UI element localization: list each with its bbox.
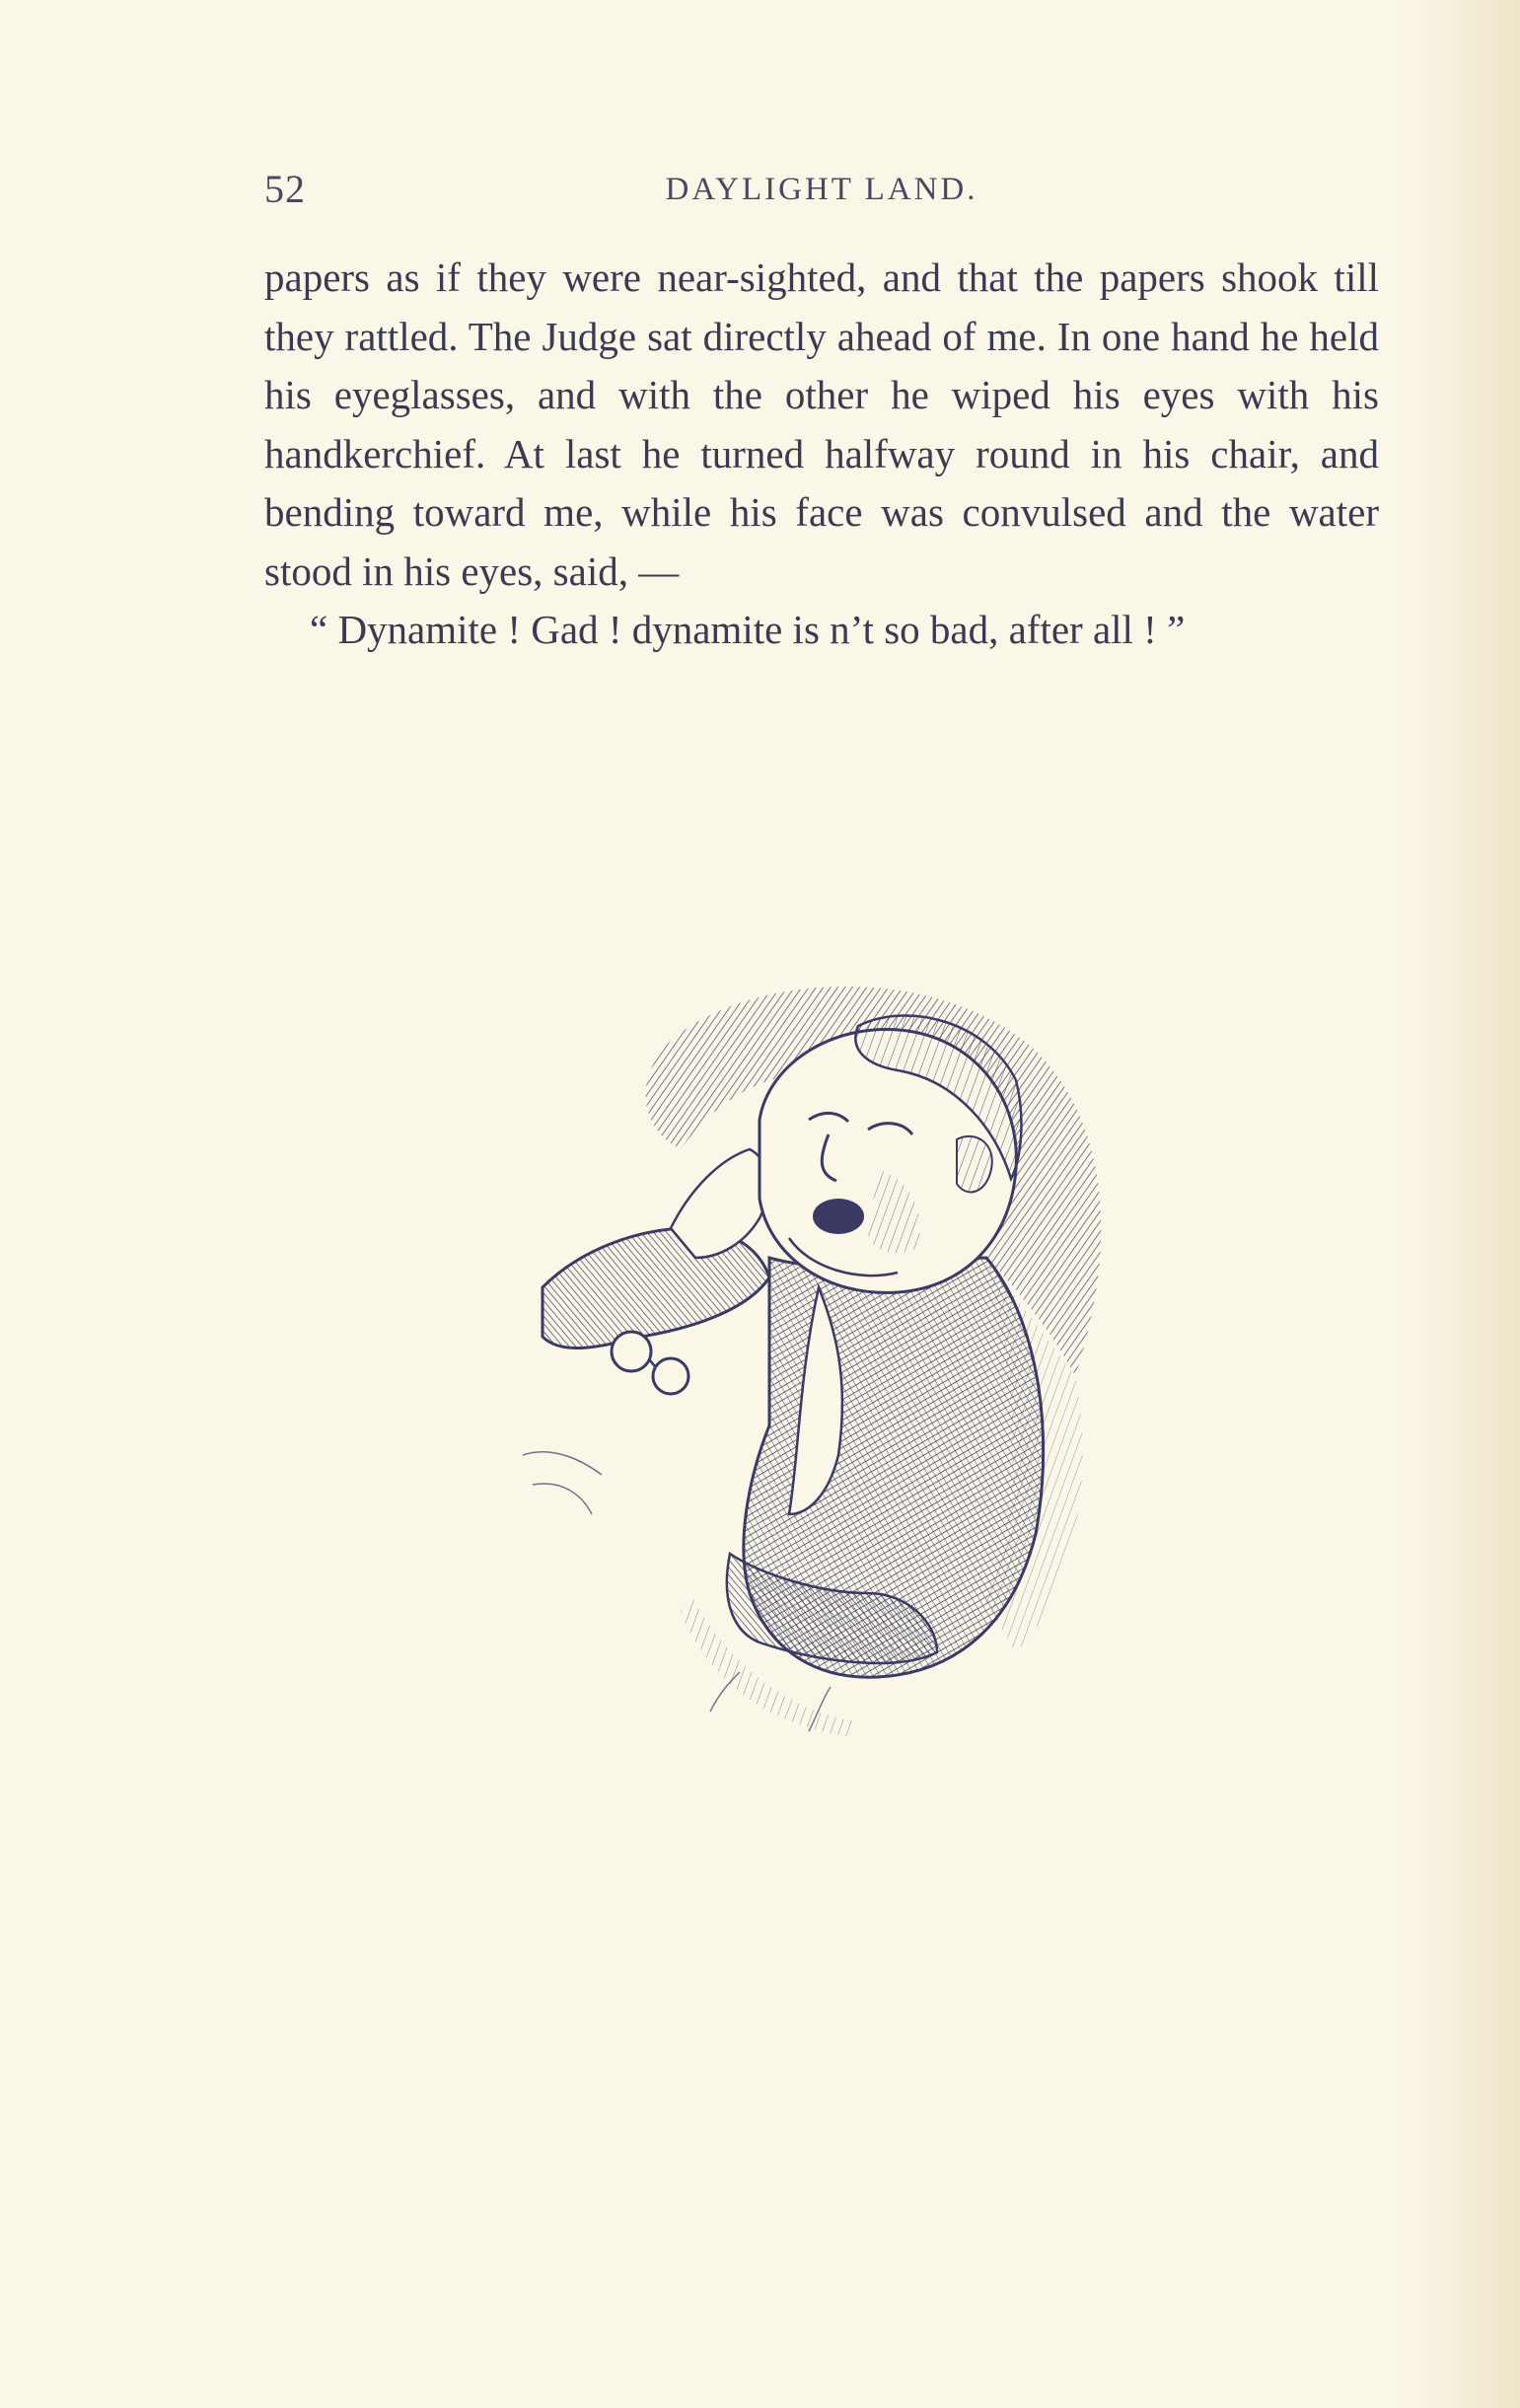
- figure-head: [760, 1015, 1021, 1292]
- figure-coat: [727, 1258, 1044, 1677]
- engraving-illustration: [523, 962, 1134, 1741]
- paragraph-1: papers as if they were near-sighted, and that the papers shook till they rattled. The Judge sat directly ahead of me. In one hand he held his eyeglasses, and with the other he wiped his eyes with his handkerchief. At last he turned halfway round in his chair, and bending toward me, while his face was convulsed and the water stood in his eyes, said, —: [264, 255, 1379, 594]
- page-number: 52: [264, 167, 306, 211]
- body-text: [264, 249, 1379, 660]
- paragraph-2: “ Dynamite ! Gad ! dynamite is n’t so bad, after all ! ”: [310, 607, 1186, 652]
- page-header: [264, 166, 1379, 215]
- raised-arm: [543, 1149, 769, 1349]
- eyeglasses: [612, 1332, 688, 1394]
- running-head: DAYLIGHT LAND.: [665, 172, 978, 207]
